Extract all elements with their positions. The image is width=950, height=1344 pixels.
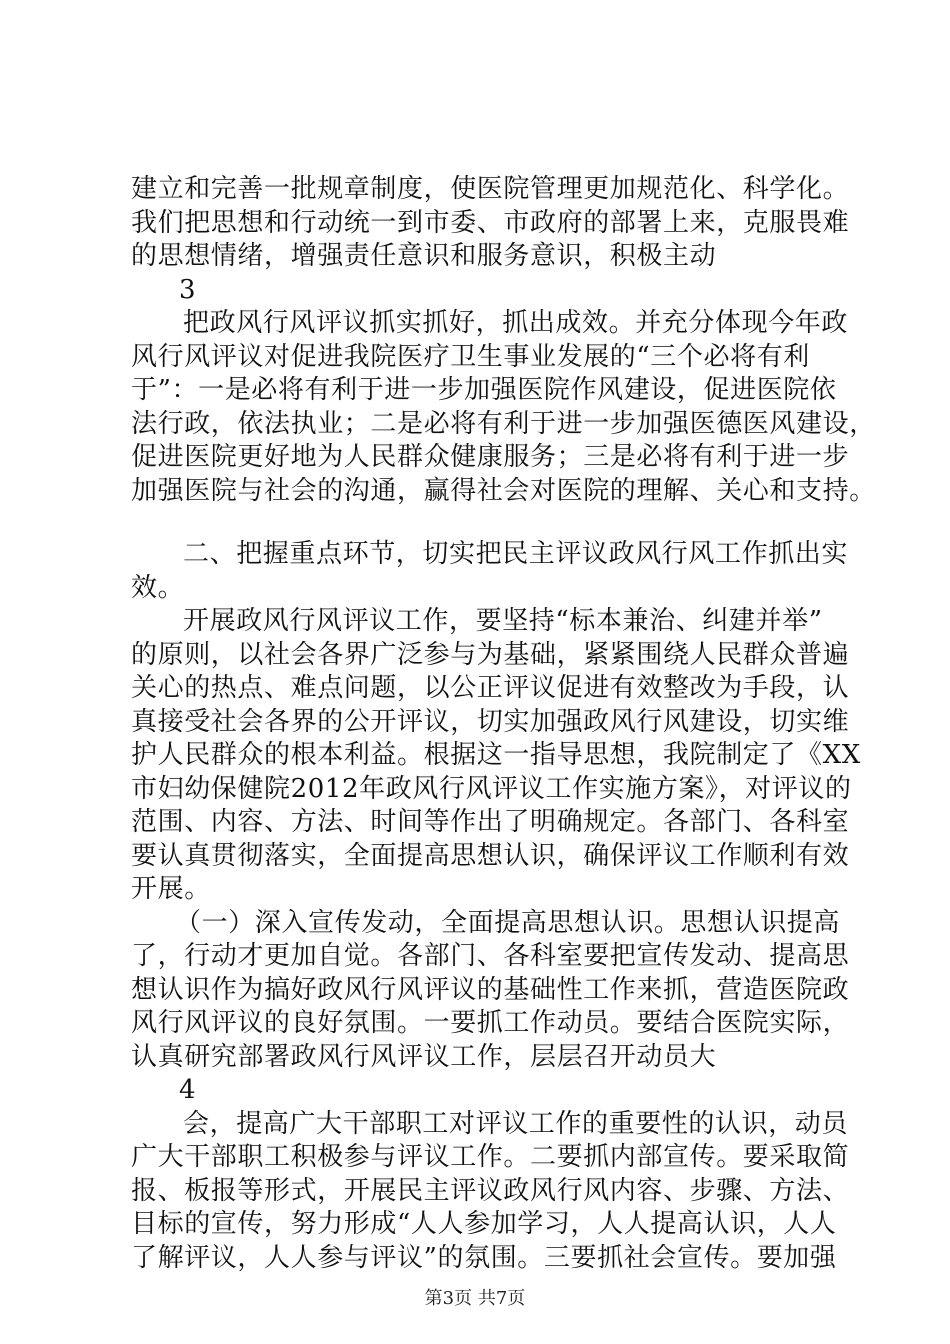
text-line: 要认真贯彻落实，全面提高思想认识，确保评议工作顺利有效 — [131, 840, 850, 871]
text-line: 我们把思想和行动统一到市委、市政府的部署上来，克服畏难 — [131, 207, 850, 238]
text-line: 目标的宣传，努力形成“人人参加学习，人人提高认识，人人 — [131, 1209, 837, 1239]
text-line: 关心的热点、难点问题，以公正评议促进有效整改为手段，认 — [131, 673, 850, 703]
text-line: 风行风评议对促进我院医疗卫生事业发展的“三个必将有利 — [131, 341, 810, 372]
text-line: 真接受社会各界的公开评议，切实加强政风行风建设，切实维 — [131, 706, 850, 737]
text-line: 报、板报等形式，开展民主评议政风行风内容、步骤、方法、 — [131, 1175, 850, 1206]
text-line: 风行风评议的良好氛围。一要抓工作动员。要结合医院实际， — [131, 1008, 850, 1038]
subsection-line: （一）深入宣传发动，全面提高思想认识。思想认识提高 — [175, 907, 841, 938]
text-line: 广大干部职工积极参与评议工作。二要抓内部宣传。要采取简 — [131, 1142, 850, 1172]
text-line: 加强医院与社会的沟通，赢得社会对医院的理解、关心和支持。 — [131, 475, 876, 506]
text-line: 开展。 — [131, 874, 211, 904]
text-line: 了，行动才更加自觉。各部门、各科室要把宣传发动、提高思 — [131, 941, 850, 971]
document-body — [131, 173, 876, 1275]
text-line: 建立和完善一批规章制度，使医院管理更加规范化、科学化。 — [131, 174, 850, 204]
page-number-marker: 3 — [179, 274, 197, 305]
text-line: 市妇幼保健院2012年政风行风评议工作实施方案》，对评议的 — [131, 773, 852, 804]
text-line: 认真研究部署政风行风评议工作，层层召开动员大 — [131, 1041, 717, 1072]
text-line: 护人民群众的根本利益。根据这一指导思想，我院制定了《XX — [131, 740, 861, 770]
text-line: 法行政，依法执业；二是必将有利于进一步加强医德医风建设， — [131, 408, 876, 439]
text-line: 范围、内容、方法、时间等作出了明确规定。各部门、各科室 — [131, 807, 850, 837]
text-line: 的原则，以社会各界广泛参与为基础，紧紧围绕人民群众普遍 — [131, 639, 850, 670]
text-line: 了解评议，人人参与评议”的氛围。三要抓社会宣传。要加强 — [131, 1242, 837, 1273]
text-line: 的思想情绪，增强责任意识和服务意识，积极主动 — [131, 241, 717, 271]
text-line: 开展政风行风评议工作，要坚持“标本兼治、纠建并举” — [183, 606, 823, 636]
section-heading: 二、把握重点环节，切实把民主评议政风行风工作抓出实 — [183, 539, 849, 569]
text-line: 把政风行风评议抓实抓好，抓出成效。并充分体现今年政 — [183, 308, 849, 338]
section-heading-cont: 效。 — [131, 572, 185, 603]
text-line: 会，提高广大干部职工对评议工作的重要性的认识，动员 — [183, 1108, 849, 1139]
text-line: 想认识作为搞好政风行风评议的基础性工作来抓，营造医院政 — [131, 974, 850, 1005]
text-line: 促进医院更好地为人民群众健康服务；三是必将有利于进一步 — [131, 442, 850, 472]
page-footer: 第3页 共7页 — [424, 1288, 526, 1309]
page-number-marker: 4 — [179, 1075, 197, 1105]
text-line: 于”：一是必将有利于进一步加强医院作风建设，促进医院依 — [131, 375, 837, 405]
